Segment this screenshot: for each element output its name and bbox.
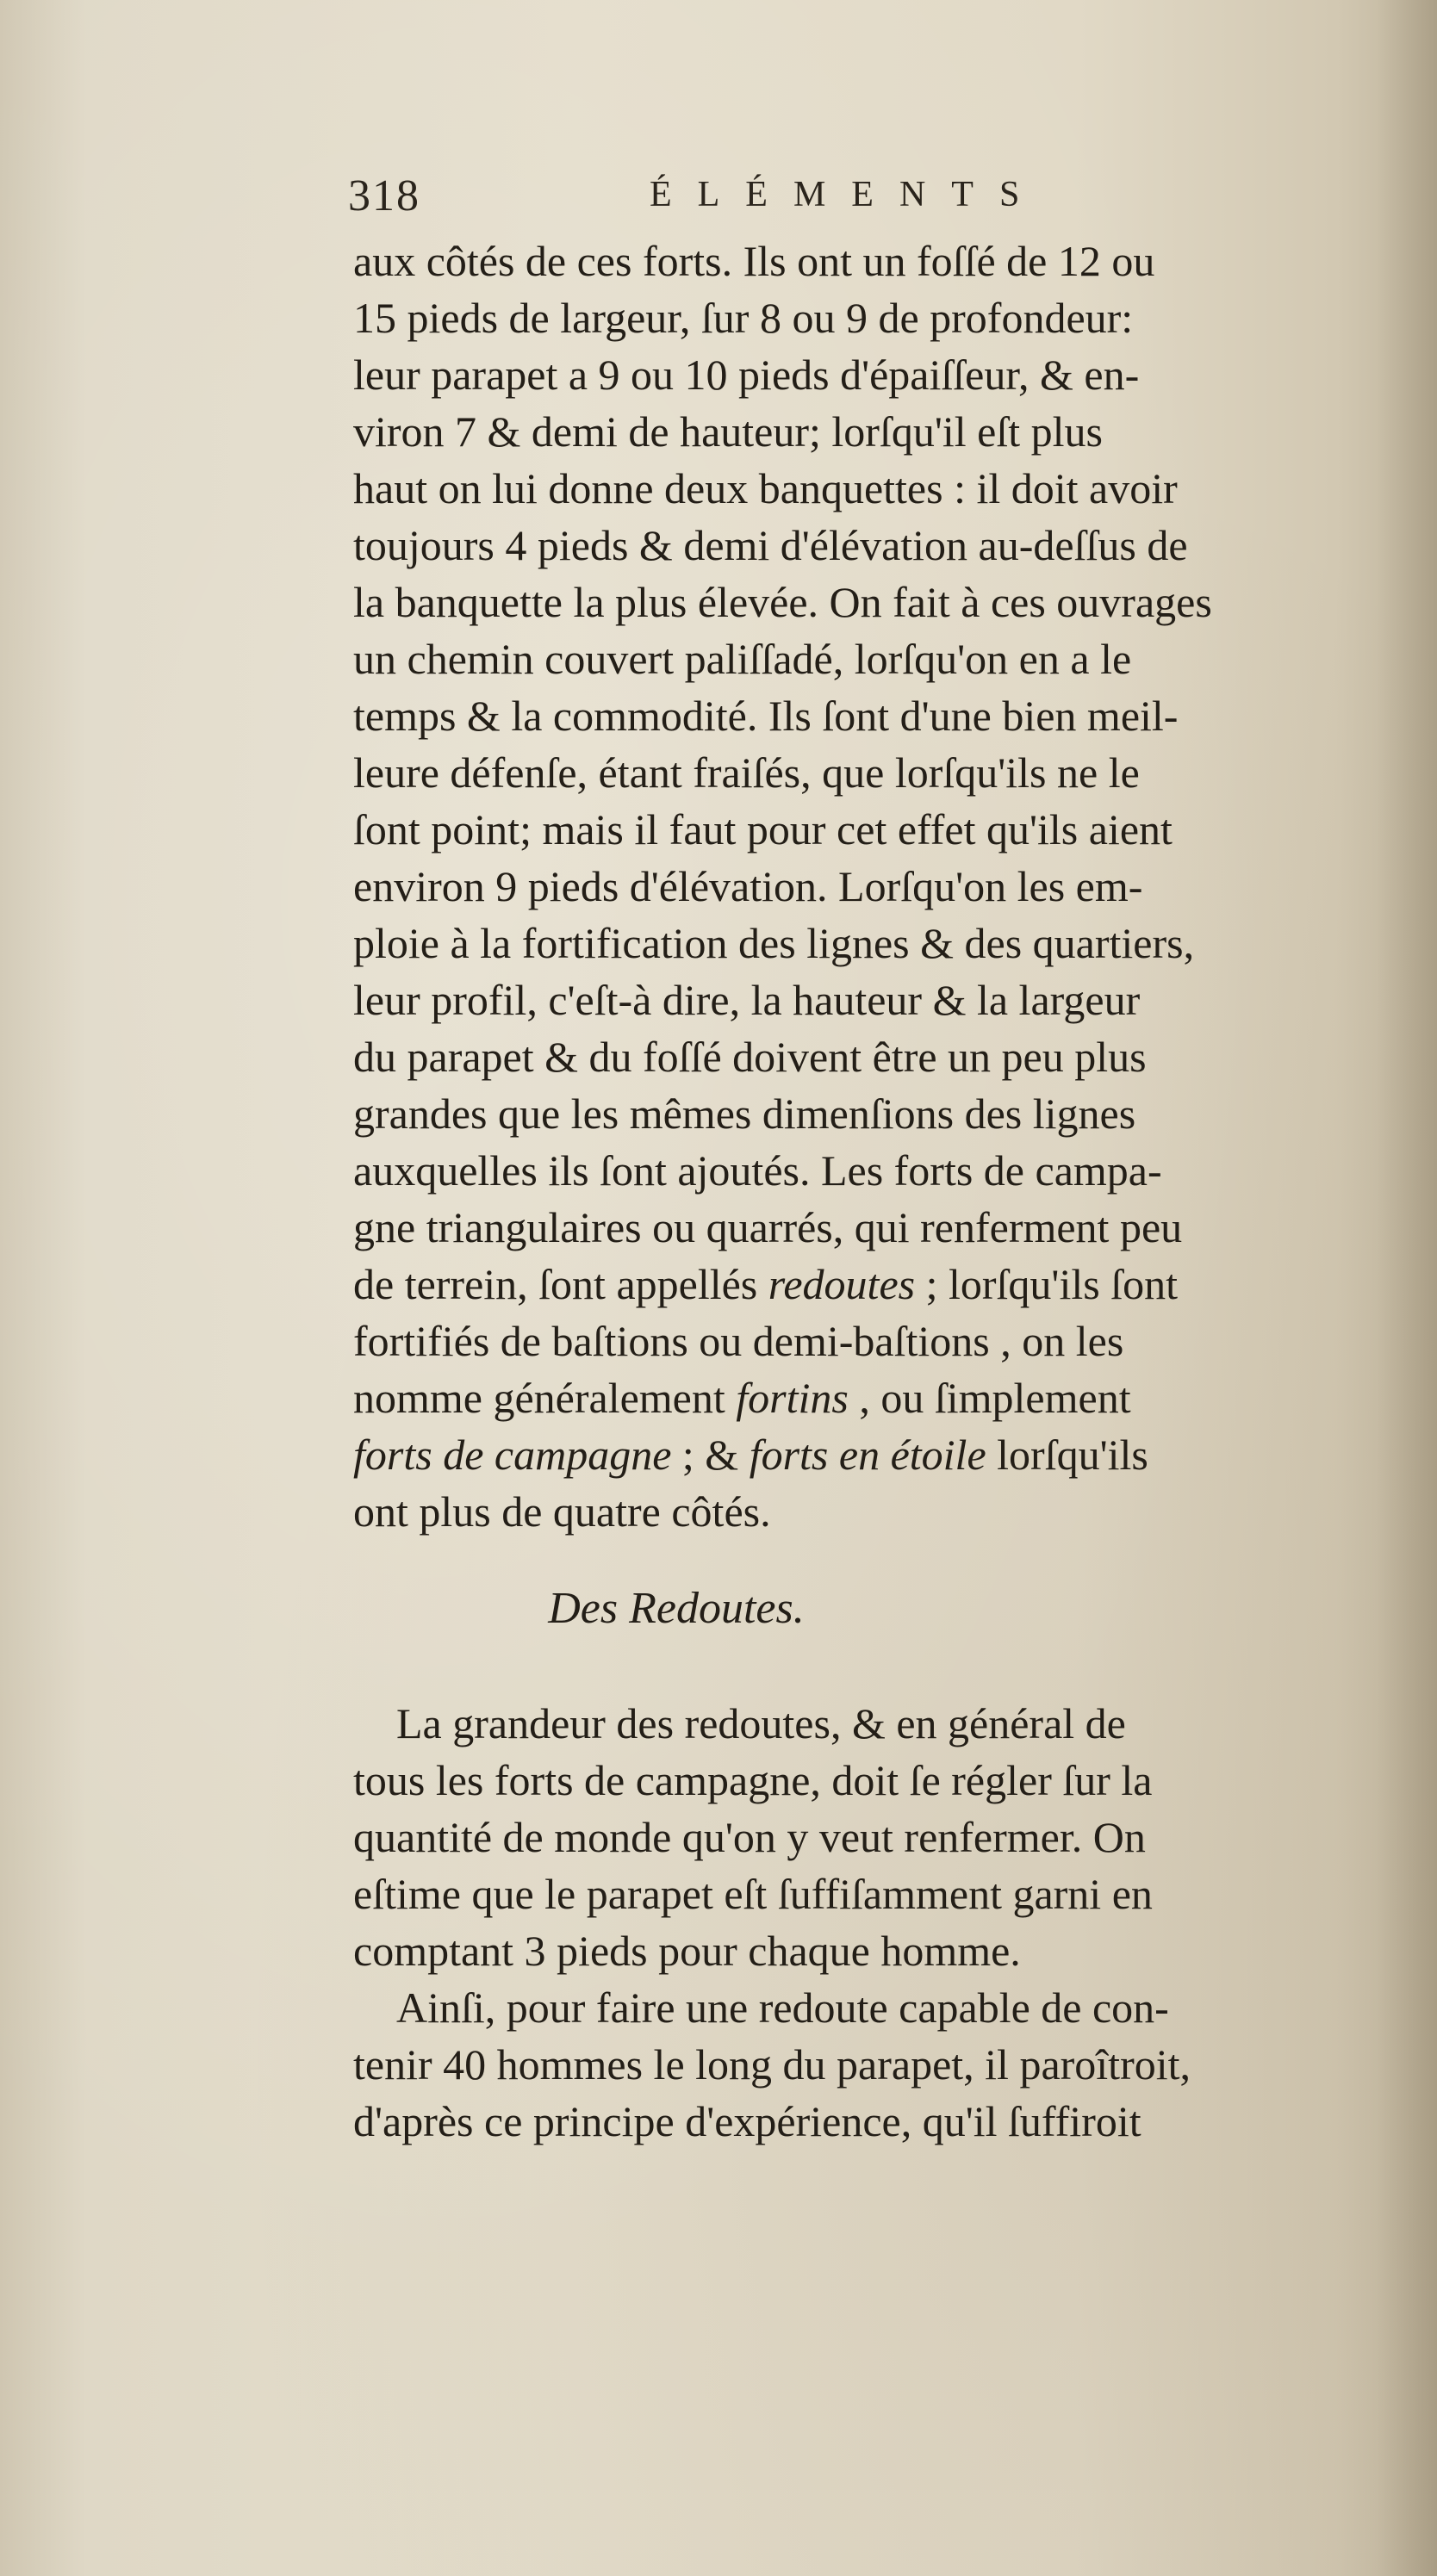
text-line: ſont point; mais il faut pour cet effet qu'ils aient bbox=[353, 805, 1173, 853]
text-line: temps & la commodité. Ils ſont d'une bien meil- bbox=[353, 692, 1179, 740]
text-line: la banquette la plus élevée. On fait à ces ouvrages bbox=[353, 578, 1212, 626]
italic-term-redoutes: redoutes bbox=[768, 1260, 916, 1308]
italic-term-fortins: fortins bbox=[736, 1374, 849, 1422]
text-span: , ou ſimplement bbox=[848, 1374, 1131, 1422]
text-line: leur parapet a 9 ou 10 pieds d'épaiſſeur, & en- bbox=[353, 351, 1140, 399]
text-span: lorſqu'ils bbox=[986, 1431, 1148, 1479]
text-line: 15 pieds de largeur, ſur 8 ou 9 de profondeur: bbox=[353, 294, 1134, 342]
text-line: leur profil, c'eſt-à dire, la hauteur & la largeur bbox=[353, 976, 1141, 1024]
text-span: gne triangulaires ou quarrés, qui renferment peu bbox=[353, 1203, 1183, 1251]
body-text bbox=[353, 233, 1437, 2150]
text-line bbox=[353, 1256, 1437, 1313]
text-line: quantité de monde qu'on y veut renfermer. On bbox=[353, 1813, 1146, 1861]
page-number: 318 bbox=[348, 171, 420, 220]
italic-term-forts-en-etoile: forts en étoile bbox=[749, 1431, 986, 1479]
text-line: Ainſi, pour faire une redoute capable de con- bbox=[396, 1983, 1169, 2032]
text-line: aux côtés de ces forts. Ils ont un foſſé de 12 ou bbox=[353, 237, 1155, 285]
italic-term-forts-de-campagne: forts de campagne bbox=[353, 1431, 672, 1479]
text-span: ont plus de quatre côtés. bbox=[353, 1487, 771, 1536]
text-line: tenir 40 hommes le long du parapet, il paroîtroit, bbox=[353, 2040, 1191, 2089]
text-line: d'après ce principe d'expérience, qu'il ſuffiroit bbox=[353, 2097, 1142, 2145]
text-span: nomme généralement bbox=[353, 1374, 737, 1422]
running-head: ÉLÉMENTS bbox=[650, 175, 1046, 214]
text-line: ploie à la fortification des lignes & des quartiers, bbox=[353, 919, 1195, 967]
page-header bbox=[348, 171, 1106, 231]
text-line bbox=[353, 1199, 1437, 1256]
text-line: viron 7 & demi de hauteur; lorſqu'il eſt plus bbox=[353, 407, 1103, 456]
text-span: ; lorſqu'ils ſont bbox=[915, 1260, 1178, 1308]
text-line bbox=[353, 1313, 1437, 1369]
text-line: toujours 4 pieds & demi d'élévation au-deſſus de bbox=[353, 521, 1188, 569]
text-span: fortifiés de baſtions ou demi-baſtions , on les bbox=[353, 1317, 1124, 1365]
text-line: haut on lui donne deux banquettes : il doit avoir bbox=[353, 464, 1178, 512]
text-line: environ 9 pieds d'élévation. Lorſqu'on les em- bbox=[353, 862, 1143, 910]
text-span: ; & bbox=[671, 1431, 750, 1479]
text-line: comptant 3 pieds pour chaque homme. bbox=[353, 1927, 1021, 1975]
text-line bbox=[353, 1483, 1437, 1540]
text-line: auxquelles ils ſont ajoutés. Les forts de campa- bbox=[353, 1146, 1162, 1195]
text-line: eſtime que le parapet eſt ſuffiſamment garni en bbox=[353, 1870, 1153, 1918]
text-line bbox=[353, 1369, 1437, 1426]
text-line: du parapet & du foſſé doivent être un peu plus bbox=[353, 1033, 1147, 1081]
section-title: Des Redoutes. bbox=[548, 1584, 805, 1633]
text-line: La grandeur des redoutes, & en général de bbox=[396, 1699, 1126, 1747]
text-line bbox=[353, 1426, 1437, 1483]
text-span: de terrein, ſont appellés bbox=[353, 1260, 768, 1308]
text-line: un chemin couvert paliſſadé, lorſqu'on en a le bbox=[353, 635, 1132, 683]
text-line: tous les forts de campagne, doit ſe régler ſur la bbox=[353, 1756, 1153, 1804]
text-line: leure défenſe, étant fraiſés, que lorſqu'ils ne le bbox=[353, 748, 1140, 797]
text-line: grandes que les mêmes dimenſions des lignes bbox=[353, 1089, 1136, 1138]
